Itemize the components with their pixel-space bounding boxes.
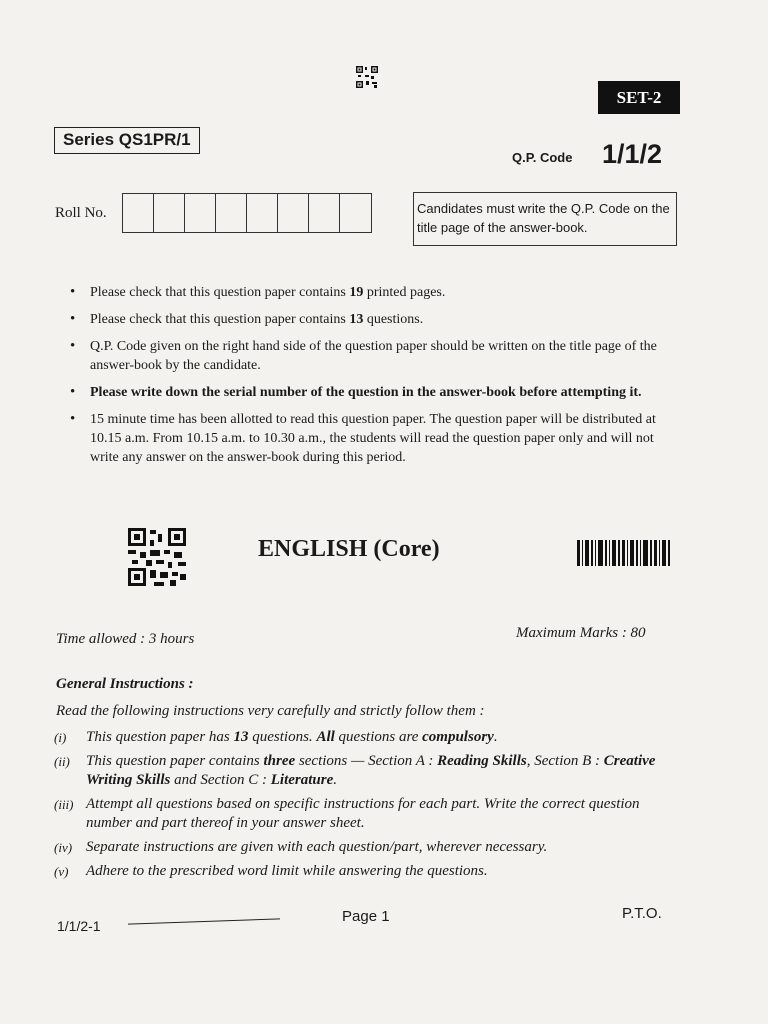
instruction-text-part: Attempt all questions based on specific instructions for each part. Write the correct question number and part thereof in your answer sheet. [86, 796, 640, 831]
instruction-text-bold: compulsory [422, 729, 494, 745]
qp-code-value: 1/1/2 [602, 139, 663, 169]
instruction-text [86, 795, 680, 833]
instruction-text-bold: 13 [233, 729, 249, 745]
roll-number-box[interactable] [309, 194, 340, 232]
instruction-text-bold: three [263, 753, 296, 769]
roll-number-label: Roll No. [55, 205, 107, 221]
roll-number-box[interactable] [216, 194, 247, 232]
roll-number-box[interactable] [185, 194, 216, 232]
maximum-marks: Maximum Marks : 80 [516, 625, 646, 641]
check-list-item [70, 310, 670, 329]
footer-rule [128, 918, 280, 924]
instruction-text-part: questions. [248, 729, 317, 745]
check-list-item [70, 383, 670, 402]
check-text: 15 minute time has been allotted to read this question paper. The question paper will be distributed at 10.15 a.m. From 10.15 a.m. to 10.30 a.m., the students will read the question paper only and will not write any answer on the answer-book during this period. [90, 412, 656, 465]
check-text-bold: Please write down the serial number of the question in the answer-book before attempting it. [90, 385, 642, 400]
instruction-text-part: and Section C : [170, 772, 271, 788]
check-text: printed pages. [363, 285, 446, 300]
instruction-list [54, 728, 680, 886]
instruction-item [54, 752, 680, 790]
instruction-text-part: This question paper contains [86, 753, 264, 769]
check-text: questions. [363, 312, 424, 327]
instruction-text-bold: All [316, 729, 335, 745]
series-label: Series QS1PR/1 [54, 127, 200, 154]
instruction-text-part: Adhere to the prescribed word limit while answering the questions. [86, 863, 488, 879]
subject-title: ENGLISH (Core) [258, 536, 440, 562]
barcode-icon [577, 540, 670, 566]
instruction-text-part: , Section B : [526, 753, 604, 769]
instruction-text [86, 728, 680, 747]
roll-number-box[interactable] [278, 194, 309, 232]
roll-number-box[interactable] [123, 194, 154, 232]
instruction-text-part: sections — Section A : [295, 753, 438, 769]
set-label: SET-2 [598, 81, 680, 114]
instruction-item [54, 862, 680, 881]
instruction-text-bold: Literature [270, 772, 334, 788]
check-text-bold: 13 [349, 312, 364, 327]
qr-code-small-icon [356, 66, 378, 88]
check-text: Q.P. Code given on the right hand side of the question paper should be written on the title page of the answer-book by the candidate. [90, 339, 657, 373]
general-instructions-intro: Read the following instructions very carefully and strictly follow them : [56, 703, 485, 719]
instruction-text-part: . [333, 772, 337, 788]
instruction-text-bold: Creative Writing Skills [86, 753, 656, 788]
qr-code-large-icon [128, 528, 186, 586]
check-text-bold: 19 [349, 285, 364, 300]
instruction-text-bold: Reading Skills [437, 753, 527, 769]
instruction-number: (iii) [54, 797, 74, 812]
instruction-text-part: . [493, 729, 498, 745]
instruction-text [86, 862, 680, 881]
instruction-number: (i) [54, 730, 67, 745]
check-list [70, 283, 670, 475]
instruction-number: (v) [54, 864, 69, 879]
time-allowed: Time allowed : 3 hours [56, 631, 195, 647]
roll-number-boxes [122, 193, 372, 233]
check-text: Please check that this question paper contains [90, 312, 350, 327]
page-number: Page 1 [342, 908, 390, 925]
instruction-text [86, 838, 680, 857]
instruction-number: (iv) [54, 840, 73, 855]
instruction-item [54, 728, 680, 747]
instruction-text-part: questions are [334, 729, 423, 745]
instruction-number: (ii) [54, 754, 70, 769]
qp-code-note: Candidates must write the Q.P. Code on the title page of the answer-book. [413, 192, 677, 246]
general-instructions-title: General Instructions : [56, 676, 194, 692]
pto-label: P.T.O. [622, 905, 662, 922]
check-list-item [70, 283, 670, 302]
check-list-item [70, 410, 670, 467]
qp-code-label: Q.P. Code [512, 150, 573, 165]
instruction-text-part: Separate instructions are given with each question/part, wherever necessary. [86, 839, 548, 855]
instruction-text [86, 752, 680, 790]
check-list-item [70, 337, 670, 375]
roll-number-box[interactable] [154, 194, 185, 232]
paper-code-footer: 1/1/2-1 [57, 918, 101, 934]
check-text: Please check that this question paper contains [90, 285, 350, 300]
instruction-item [54, 795, 680, 833]
roll-number-box[interactable] [340, 194, 371, 232]
instruction-text-part: This question paper has [86, 729, 234, 745]
instruction-item [54, 838, 680, 857]
roll-number-box[interactable] [247, 194, 278, 232]
